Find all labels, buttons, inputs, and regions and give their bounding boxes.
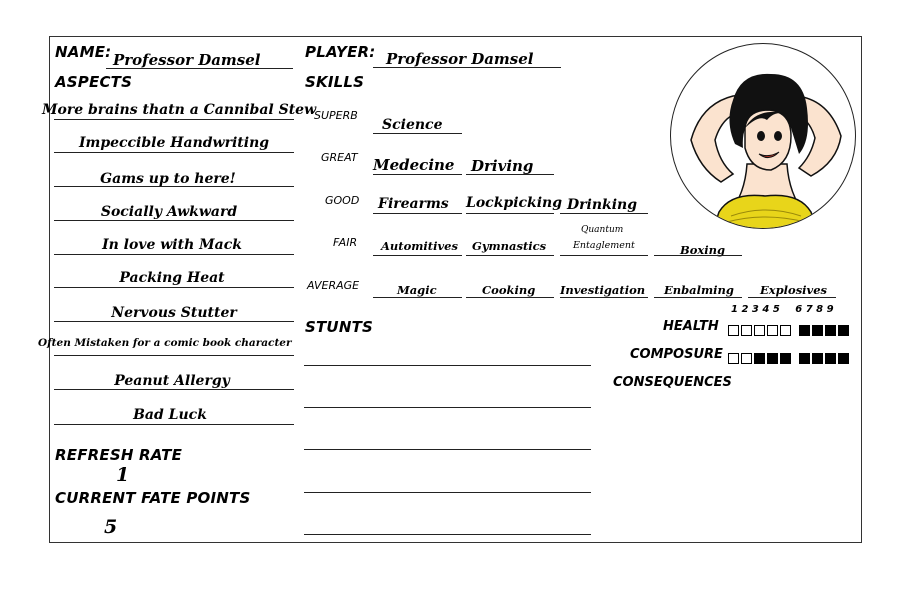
skill-line (466, 255, 554, 256)
player-name: Professor Damsel (386, 50, 534, 68)
health-box[interactable] (767, 325, 778, 336)
skill-investigation: Investigation (560, 283, 646, 297)
skill-explosives: Explosives (760, 283, 828, 297)
health-box-filled (825, 325, 836, 336)
health-box[interactable] (780, 325, 791, 336)
rank-great: GREAT (321, 151, 358, 164)
track-number: 3 (751, 304, 759, 315)
aspect-10: Bad Luck (133, 407, 207, 423)
skill-line (560, 255, 648, 256)
refresh-rate-label: REFRESH RATE (55, 446, 183, 464)
skill-line (466, 174, 554, 175)
skill-line (654, 297, 742, 298)
aspect-4: Socially Awkward (100, 204, 238, 220)
rank-superb: SUPERB (314, 109, 358, 122)
skill-line (654, 255, 742, 256)
aspect-5: In love with Mack (102, 237, 242, 253)
track-number: 1 (731, 304, 738, 315)
skill-medecine: Medecine (373, 156, 455, 174)
track-number: 2 (741, 304, 749, 315)
health-box-filled (838, 325, 849, 336)
aspect-8: Often Mistaken for a comic book character (38, 337, 292, 349)
health-track (728, 320, 851, 339)
aspect-2: Impeccible Handwriting (78, 135, 270, 151)
composure-box-filled (767, 353, 778, 364)
skill-boxing: Boxing (680, 243, 726, 257)
skill-line (560, 213, 648, 214)
skill-entaglement: Entaglement (573, 240, 635, 251)
composure-box-filled (838, 353, 849, 364)
stunt-line (304, 492, 591, 493)
skill-line (373, 255, 462, 256)
aspect-line (54, 424, 294, 425)
track-number: 9 (826, 304, 834, 315)
health-label: HEALTH (663, 319, 719, 334)
rank-fair: FAIR (333, 236, 358, 249)
composure-box[interactable] (728, 353, 739, 364)
aspect-1: More brains thatn a Cannibal Stew (42, 102, 317, 118)
refresh-rate-value: 1 (116, 464, 130, 486)
aspect-line (54, 287, 294, 288)
skills-heading: SKILLS (305, 73, 365, 91)
composure-box-filled (799, 353, 810, 364)
character-name: Professor Damsel (113, 51, 261, 69)
aspect-line (54, 220, 294, 221)
aspect-7: Nervous Stutter (111, 305, 237, 321)
consequences-label: CONSEQUENCES (613, 375, 732, 390)
skill-enbalming: Enbalming (664, 283, 734, 297)
skill-line (748, 297, 836, 298)
aspect-line (54, 186, 294, 187)
skill-driving: Driving (471, 157, 534, 175)
track-number: 8 (816, 304, 824, 315)
aspect-line (54, 119, 294, 120)
aspect-line (54, 321, 294, 322)
skill-automitives: Automitives (381, 239, 458, 253)
composure-box-filled (754, 353, 765, 364)
track-number: 6 (795, 304, 803, 315)
aspect-line (54, 152, 294, 153)
skill-line (373, 133, 462, 134)
composure-box-filled (812, 353, 823, 364)
skill-line (373, 297, 462, 298)
player-label: PLAYER: (305, 43, 376, 61)
skill-magic: Magic (397, 283, 437, 297)
rank-average: AVERAGE (307, 279, 360, 292)
track-number: 7 (805, 304, 813, 315)
skill-line (560, 297, 648, 298)
stunt-line (304, 407, 591, 408)
composure-box-filled (780, 353, 791, 364)
skill-line (466, 213, 554, 214)
health-box[interactable] (754, 325, 765, 336)
skill-line (466, 297, 554, 298)
composure-track (728, 348, 851, 367)
skill-firearms: Firearms (378, 196, 449, 212)
rank-good: GOOD (325, 194, 360, 207)
skill-quantum: Quantum (581, 225, 624, 235)
aspect-line (54, 389, 294, 390)
health-box-filled (812, 325, 823, 336)
track-numbers (731, 304, 834, 315)
aspects-heading: ASPECTS (55, 73, 133, 91)
skill-lockpicking: Lockpicking (466, 195, 563, 211)
stunts-heading: STUNTS (305, 318, 374, 336)
health-box[interactable] (741, 325, 752, 336)
health-box[interactable] (728, 325, 739, 336)
portrait-illustration (671, 44, 856, 229)
composure-box[interactable] (741, 353, 752, 364)
health-box-filled (799, 325, 810, 336)
stunt-line (304, 534, 591, 535)
current-fate-points-label: CURRENT FATE POINTS (55, 489, 251, 507)
skill-line (373, 213, 462, 214)
composure-box-filled (825, 353, 836, 364)
aspect-3: Gams up to here! (100, 171, 236, 187)
skill-cooking: Cooking (482, 283, 536, 297)
skill-gymnastics: Gymnastics (472, 239, 547, 253)
skill-science: Science (382, 117, 443, 133)
name-label: NAME: (55, 43, 112, 61)
character-portrait (670, 43, 856, 229)
name-underline (106, 68, 293, 69)
skill-drinking: Drinking (567, 197, 637, 213)
stunt-line (304, 449, 591, 450)
player-underline (373, 67, 561, 68)
track-number: 5 (772, 304, 780, 315)
track-number: 4 (762, 304, 770, 315)
skill-line (373, 174, 462, 175)
aspect-6: Packing Heat (119, 270, 225, 286)
aspect-line (54, 254, 294, 255)
aspect-line (54, 355, 294, 356)
stunt-line (304, 365, 591, 366)
current-fate-points-value: 5 (104, 516, 118, 538)
aspect-9: Peanut Allergy (114, 373, 230, 389)
composure-label: COMPOSURE (630, 347, 723, 362)
